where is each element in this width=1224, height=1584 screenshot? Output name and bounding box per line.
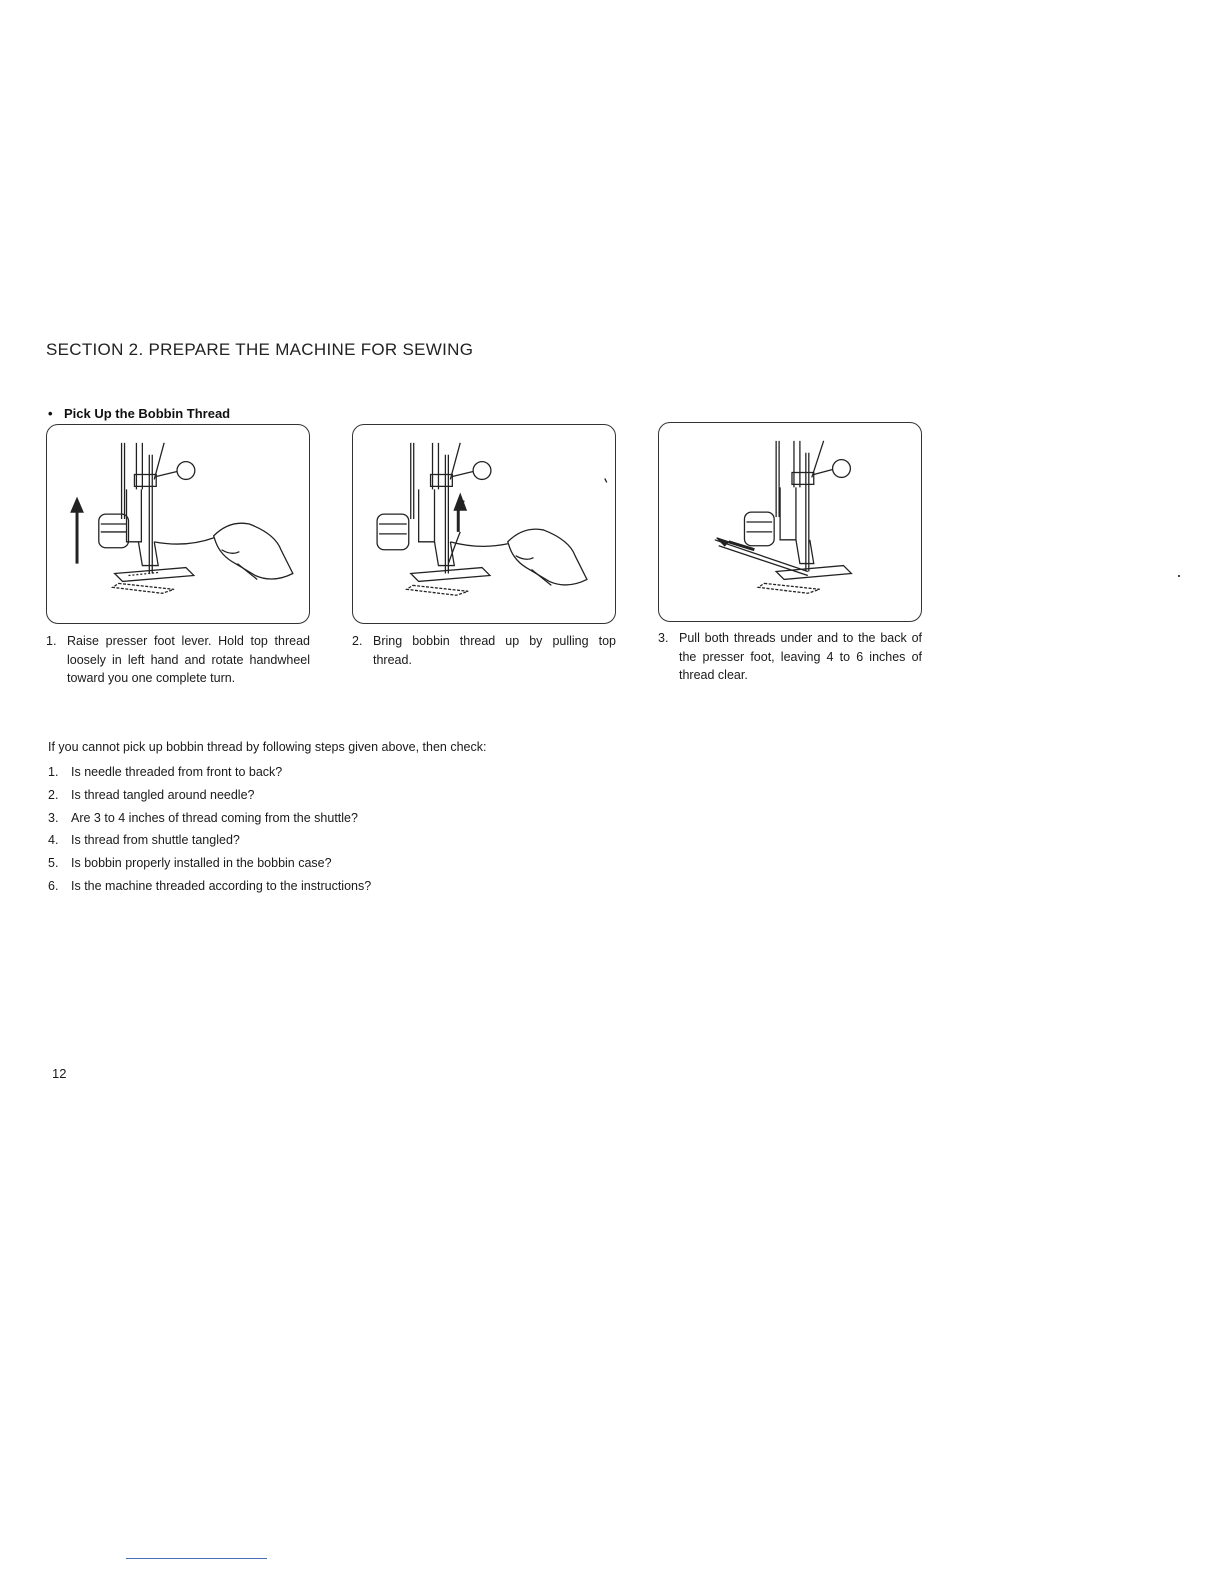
page-number: 12 bbox=[52, 1066, 67, 1081]
item-text: Is the machine threaded according to the instructions? bbox=[71, 878, 372, 893]
item-number: 1. bbox=[48, 765, 59, 779]
list-item bbox=[48, 763, 371, 786]
item-text: Is thread tangled around needle? bbox=[71, 787, 255, 802]
presser-foot-raise-illustration-icon bbox=[47, 425, 309, 623]
subheading bbox=[48, 406, 230, 421]
list-item bbox=[48, 854, 371, 877]
step-number: 2. bbox=[352, 634, 363, 648]
item-text: Is bobbin properly installed in the bobbin case? bbox=[71, 856, 332, 871]
item-number: 5. bbox=[48, 856, 59, 871]
list-item bbox=[48, 809, 371, 832]
item-text: Is thread from shuttle tangled? bbox=[71, 833, 240, 848]
item-number: 2. bbox=[48, 787, 59, 802]
step-text: Raise presser foot lever. Hold top thread loosely in left hand and rotate handwheel toward you one complete turn. bbox=[67, 634, 310, 685]
list-item bbox=[48, 877, 371, 900]
step-2 bbox=[352, 632, 616, 669]
footer-rule bbox=[126, 1558, 267, 1559]
check-intro: If you cannot pick up bobbin thread by following steps given above, then check: bbox=[48, 740, 487, 754]
step-3 bbox=[658, 629, 922, 685]
figure-3 bbox=[658, 422, 922, 622]
figure-2 bbox=[352, 424, 616, 624]
bullet: • bbox=[48, 406, 53, 421]
checklist bbox=[48, 763, 371, 900]
step-1 bbox=[46, 632, 310, 688]
list-item bbox=[48, 786, 371, 809]
item-number: 4. bbox=[48, 833, 59, 848]
list-item bbox=[48, 831, 371, 854]
figure-1 bbox=[46, 424, 310, 624]
item-text: Is needle threaded from front to back? bbox=[71, 765, 283, 779]
step-number: 3. bbox=[658, 631, 669, 645]
section-title: SECTION 2. PREPARE THE MACHINE FOR SEWING bbox=[46, 340, 474, 359]
step-text: Bring bobbin thread up by pulling top thread. bbox=[373, 634, 616, 667]
bobbin-thread-pull-illustration-icon bbox=[353, 425, 615, 623]
step-text: Pull both threads under and to the back of the presser foot, leaving 4 to 6 inches of thread clear. bbox=[679, 631, 922, 682]
item-text: Are 3 to 4 inches of thread coming from the shuttle? bbox=[71, 810, 358, 825]
threads-to-back-illustration-icon bbox=[659, 423, 921, 621]
subheading-text: Pick Up the Bobbin Thread bbox=[64, 406, 231, 421]
item-number: 6. bbox=[48, 878, 59, 893]
item-number: 3. bbox=[48, 810, 59, 825]
scan-speck bbox=[1178, 575, 1180, 577]
step-number: 1. bbox=[46, 634, 57, 648]
